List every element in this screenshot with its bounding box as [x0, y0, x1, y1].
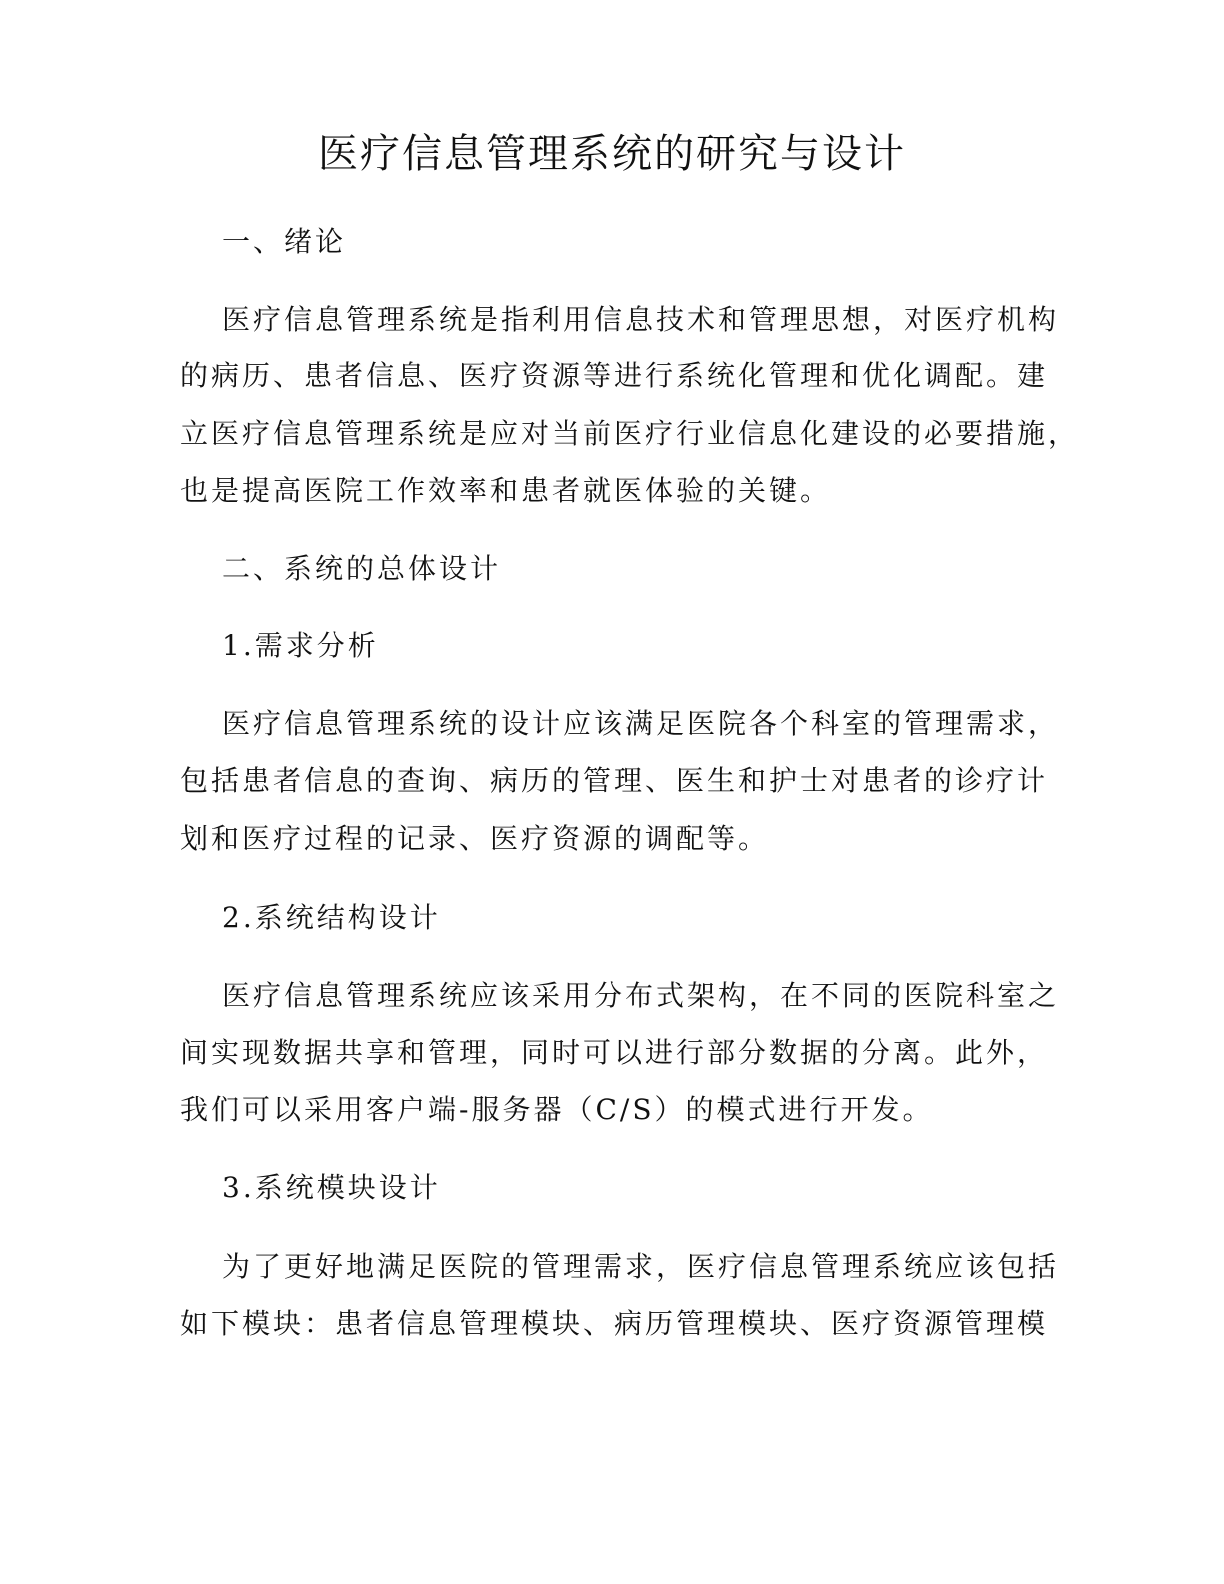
structure-paragraph-line-1: 医疗信息管理系统应该采用分布式架构，在不同的医院科室之 — [222, 979, 1060, 1012]
intro-paragraph-line-1: 医疗信息管理系统是指利用信息技术和管理思想，对医疗机构 — [222, 303, 1060, 336]
modules-paragraph-line-1: 为了更好地满足医院的管理需求，医疗信息管理系统应该包括 — [222, 1250, 1060, 1283]
subsection-heading-requirements: 1.需求分析 — [222, 629, 379, 662]
intro-paragraph-line-2: 的病历、患者信息、医疗资源等进行系统化管理和优化调配。建 — [180, 359, 1049, 392]
structure-paragraph-line-2: 间实现数据共享和管理，同时可以进行部分数据的分离。此外， — [180, 1036, 1049, 1069]
structure-paragraph-line-3: 我们可以采用客户端-服务器（C/S）的模式进行开发。 — [180, 1093, 934, 1126]
section-heading-design: 二、系统的总体设计 — [222, 552, 502, 585]
subsection-heading-structure: 2.系统结构设计 — [222, 901, 441, 934]
intro-paragraph-line-4: 也是提高医院工作效率和患者就医体验的关键。 — [180, 474, 832, 507]
modules-paragraph-line-2: 如下模块：患者信息管理模块、病历管理模块、医疗资源管理模 — [180, 1307, 1049, 1340]
section-heading-intro: 一、绪论 — [222, 225, 347, 258]
requirements-paragraph-line-2: 包括患者信息的查询、病历的管理、医生和护士对患者的诊疗计 — [180, 764, 1049, 797]
requirements-paragraph-line-1: 医疗信息管理系统的设计应该满足医院各个科室的管理需求， — [222, 707, 1060, 740]
requirements-paragraph-line-3: 划和医疗过程的记录、医疗资源的调配等。 — [180, 822, 770, 855]
subsection-heading-modules: 3.系统模块设计 — [222, 1171, 441, 1204]
intro-paragraph-line-3: 立医疗信息管理系统是应对当前医疗行业信息化建设的必要措施， — [180, 417, 1080, 450]
document-title: 医疗信息管理系统的研究与设计 — [318, 131, 906, 177]
